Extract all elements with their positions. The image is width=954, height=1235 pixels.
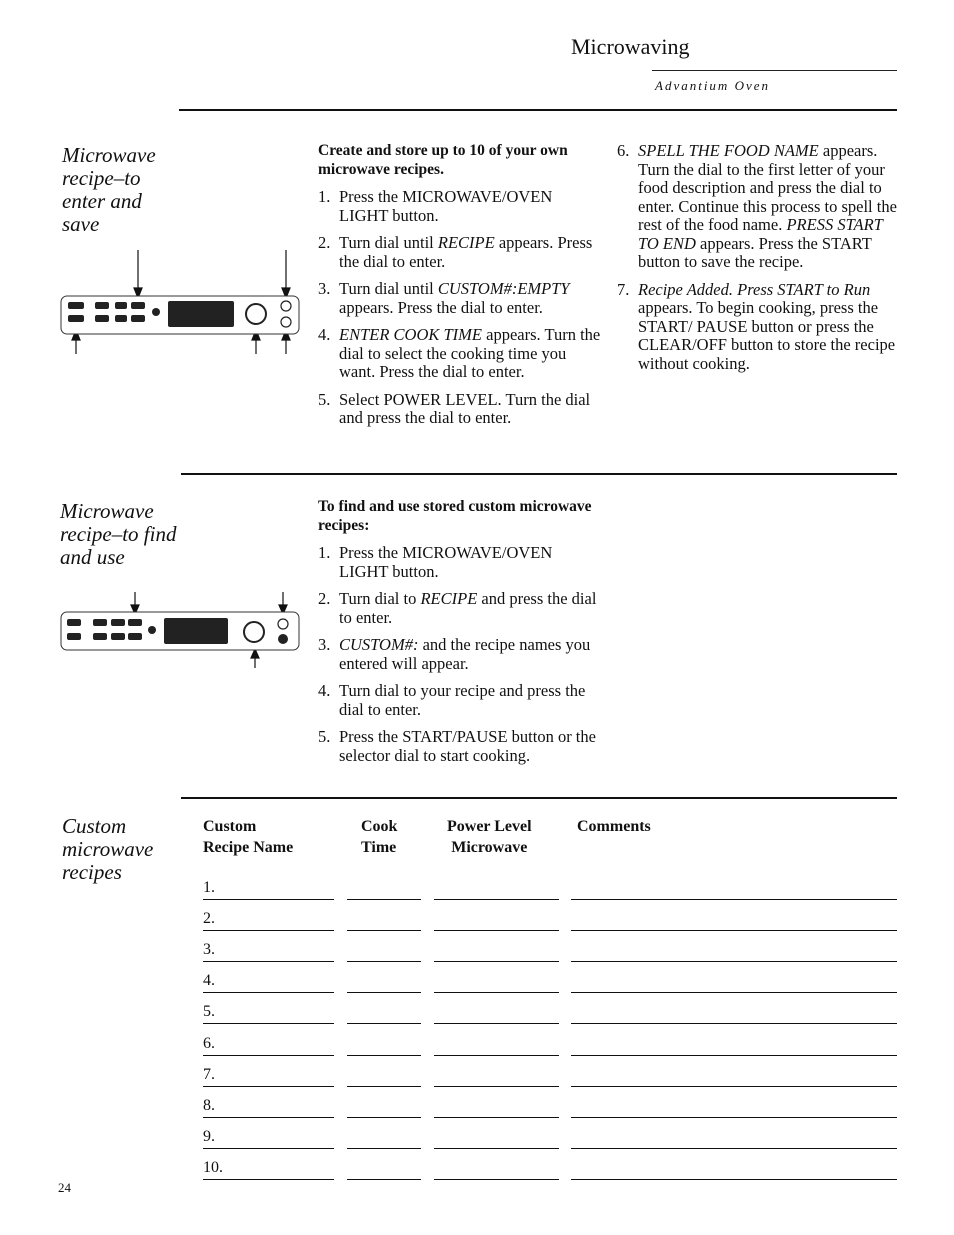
title-line: recipes bbox=[62, 860, 122, 884]
recipe-fill-line bbox=[347, 899, 421, 900]
recipe-fill-line bbox=[347, 1023, 421, 1024]
page-header-title: Microwaving bbox=[571, 34, 690, 59]
recipe-row-number: 7. bbox=[203, 1065, 215, 1083]
step-number: 1. bbox=[318, 543, 331, 562]
recipe-fill-line bbox=[203, 961, 334, 962]
recipe-fill-line bbox=[347, 961, 421, 962]
step-item bbox=[318, 188, 603, 225]
section-divider bbox=[181, 473, 897, 475]
recipe-row-number: 5. bbox=[203, 1003, 215, 1021]
recipe-fill-line bbox=[347, 1086, 421, 1087]
title-line: recipe–to bbox=[62, 166, 141, 190]
title-line: microwave bbox=[62, 837, 154, 861]
step-text: ENTER COOK TIME appears. Turn the dial to select the cooking time you want. Press the dial to enter. bbox=[339, 325, 601, 381]
recipe-row-number: 1. bbox=[203, 879, 215, 896]
step-item bbox=[318, 280, 603, 317]
start-button bbox=[152, 308, 160, 316]
header-rule bbox=[652, 70, 897, 71]
recipe-fill-line bbox=[571, 961, 897, 962]
title-line: enter and bbox=[62, 189, 142, 213]
start-pause-button bbox=[281, 301, 291, 311]
recipe-fill-line bbox=[347, 992, 421, 993]
title-line: and use bbox=[60, 545, 125, 569]
recipe-row-number: 6. bbox=[203, 1034, 215, 1052]
col-header-cook-time: Cook Time bbox=[361, 818, 398, 856]
micro-oven-light-button bbox=[131, 302, 145, 309]
warm-proof-button bbox=[68, 315, 84, 322]
step-text: Turn dial to your recipe and press the dial to enter. bbox=[339, 681, 586, 719]
step-item bbox=[617, 281, 900, 374]
title-line: Microwave bbox=[62, 143, 156, 167]
control-panel-diagram-2 bbox=[60, 590, 302, 670]
section2-steps bbox=[318, 544, 603, 765]
section1-col2 bbox=[617, 142, 900, 382]
step-number: 5. bbox=[318, 727, 331, 746]
step-number: 2. bbox=[318, 233, 331, 252]
recipe-fill-line bbox=[347, 1179, 421, 1180]
options-button bbox=[95, 315, 109, 322]
recipe-fill-line bbox=[203, 1023, 334, 1024]
recipe-fill-line bbox=[571, 1055, 897, 1056]
remind-repeat-button bbox=[131, 315, 145, 322]
recipe-fill-line bbox=[571, 1117, 897, 1118]
step-number: 7. bbox=[617, 279, 630, 299]
step-text: Select POWER LEVEL. Turn the dial and press the dial to enter. bbox=[339, 389, 591, 427]
section-title-enter-save bbox=[62, 144, 156, 236]
section1-steps bbox=[318, 188, 603, 428]
recipe-fill-line bbox=[203, 1055, 334, 1056]
step-item bbox=[318, 728, 603, 765]
section2-lead: To find and use stored custom microwave recipes: bbox=[318, 498, 592, 534]
recipe-fill-line bbox=[434, 1179, 559, 1180]
step-text: Press the MICROWAVE/OVEN LIGHT button. bbox=[339, 543, 553, 581]
col-header-power-level: Power Level Microwave bbox=[447, 818, 532, 856]
recipe-fill-line bbox=[203, 1117, 334, 1118]
recipe-fill-line bbox=[434, 930, 559, 931]
recipe-fill-line bbox=[203, 1086, 334, 1087]
recipe-fill-line bbox=[571, 1086, 897, 1087]
step-item bbox=[318, 234, 603, 271]
recipe-row-number: 3. bbox=[203, 941, 215, 959]
recipe-fill-line bbox=[434, 992, 559, 993]
recipe-fill-line bbox=[434, 899, 559, 900]
recipe-fill-line bbox=[347, 1117, 421, 1118]
step-number: 4. bbox=[318, 325, 331, 344]
step-item bbox=[318, 326, 603, 382]
section2-col bbox=[318, 498, 603, 774]
step-number: 4. bbox=[318, 681, 331, 700]
control-panel-diagram bbox=[60, 248, 302, 358]
display-screen bbox=[168, 301, 234, 327]
step-item bbox=[318, 391, 603, 428]
recipe-fill-line bbox=[434, 1023, 559, 1024]
recipe-row-number: 9. bbox=[203, 1127, 215, 1145]
section1-col1 bbox=[318, 142, 603, 437]
step-text: Turn dial until CUSTOM#:EMPTY appears. Press the dial to enter. bbox=[339, 279, 570, 317]
title-line: Custom bbox=[62, 814, 127, 838]
step-text: Press the MICROWAVE/OVEN LIGHT button. bbox=[339, 187, 553, 225]
step-number: 3. bbox=[318, 635, 331, 654]
step-item bbox=[318, 590, 603, 627]
recipe-fill-line bbox=[571, 930, 897, 931]
recipe-row-number: 8. bbox=[203, 1096, 215, 1114]
step-text: SPELL THE FOOD NAME appears. Turn the dial to the first letter of your food description and press the dial to enter. Continue this process to spell the rest of the food name. PRESS START TO END appears. Press the START button to save the recipe. bbox=[638, 141, 897, 271]
recipe-fill-line bbox=[434, 1055, 559, 1056]
recipe-row-number: 10. bbox=[203, 1158, 223, 1176]
step-text: Press the START/PAUSE button or the selector dial to start cooking. bbox=[339, 727, 596, 765]
recipe-fill-line bbox=[203, 1179, 334, 1180]
timer-button bbox=[115, 302, 127, 309]
clear-off-button bbox=[281, 317, 291, 327]
step-number: 1. bbox=[318, 187, 331, 206]
recipe-row-number: 2. bbox=[203, 910, 215, 928]
recipe-fill-line bbox=[571, 1023, 897, 1024]
title-line: save bbox=[62, 212, 100, 236]
power-level-button bbox=[95, 302, 109, 309]
col-header-recipe-name: Custom Recipe Name bbox=[203, 818, 294, 856]
section1-lead: Create and store up to 10 of your own microwave recipes. bbox=[318, 142, 568, 178]
step-text: Turn dial until RECIPE appears. Press the dial to enter. bbox=[339, 233, 593, 271]
page-number: 24 bbox=[58, 1180, 71, 1195]
recipe-fill-line bbox=[347, 1148, 421, 1149]
step-item bbox=[617, 142, 900, 272]
step-number: 3. bbox=[318, 279, 331, 298]
recipe-fill-line bbox=[434, 1117, 559, 1118]
step-number: 6. bbox=[617, 141, 630, 160]
recipe-fill-line bbox=[203, 930, 334, 931]
recipe-row-number: 4. bbox=[203, 972, 215, 990]
recipe-fill-line bbox=[571, 1179, 897, 1180]
step-text: CUSTOM#: and the recipe names you entered will appear. bbox=[339, 635, 591, 673]
step-number: 5. bbox=[318, 389, 331, 409]
section-divider bbox=[181, 797, 897, 799]
recipe-fill-line bbox=[571, 899, 897, 900]
recipe-fill-line bbox=[434, 1148, 559, 1149]
recipe-fill-line bbox=[571, 992, 897, 993]
recipe-fill-line bbox=[571, 1148, 897, 1149]
col-header-comments: Comments bbox=[577, 818, 651, 835]
selector-dial bbox=[246, 304, 266, 324]
recipe-fill-line bbox=[434, 961, 559, 962]
recipe-fill-line bbox=[203, 992, 334, 993]
step-item bbox=[318, 682, 603, 719]
step-text: Turn dial to RECIPE and press the dial to enter. bbox=[339, 589, 597, 627]
speed-cook-button bbox=[68, 302, 84, 309]
step-item bbox=[318, 636, 603, 673]
recipe-fill-line bbox=[434, 1086, 559, 1087]
step-text: Recipe Added. Press START to Run appears. To begin cooking, press the START/ PAUSE button or press the CLEAR/OFF button to store the recipe without cooking. bbox=[638, 279, 896, 373]
help-button bbox=[115, 315, 127, 322]
recipe-fill-line bbox=[203, 1148, 334, 1149]
recipe-fill-line bbox=[203, 899, 334, 900]
step-number: 2. bbox=[318, 589, 331, 608]
section-divider bbox=[179, 109, 897, 111]
title-line: Microwave bbox=[60, 499, 154, 523]
section-title-find-use bbox=[60, 500, 176, 569]
recipe-fill-line bbox=[347, 930, 421, 931]
step-item bbox=[318, 544, 603, 581]
recipe-fill-line bbox=[347, 1055, 421, 1056]
section1-steps-right bbox=[617, 142, 900, 373]
section-title-custom-recipes bbox=[62, 815, 153, 884]
title-line: recipe–to find bbox=[60, 522, 177, 546]
page-header-subtitle: Advantium Oven bbox=[655, 78, 771, 93]
